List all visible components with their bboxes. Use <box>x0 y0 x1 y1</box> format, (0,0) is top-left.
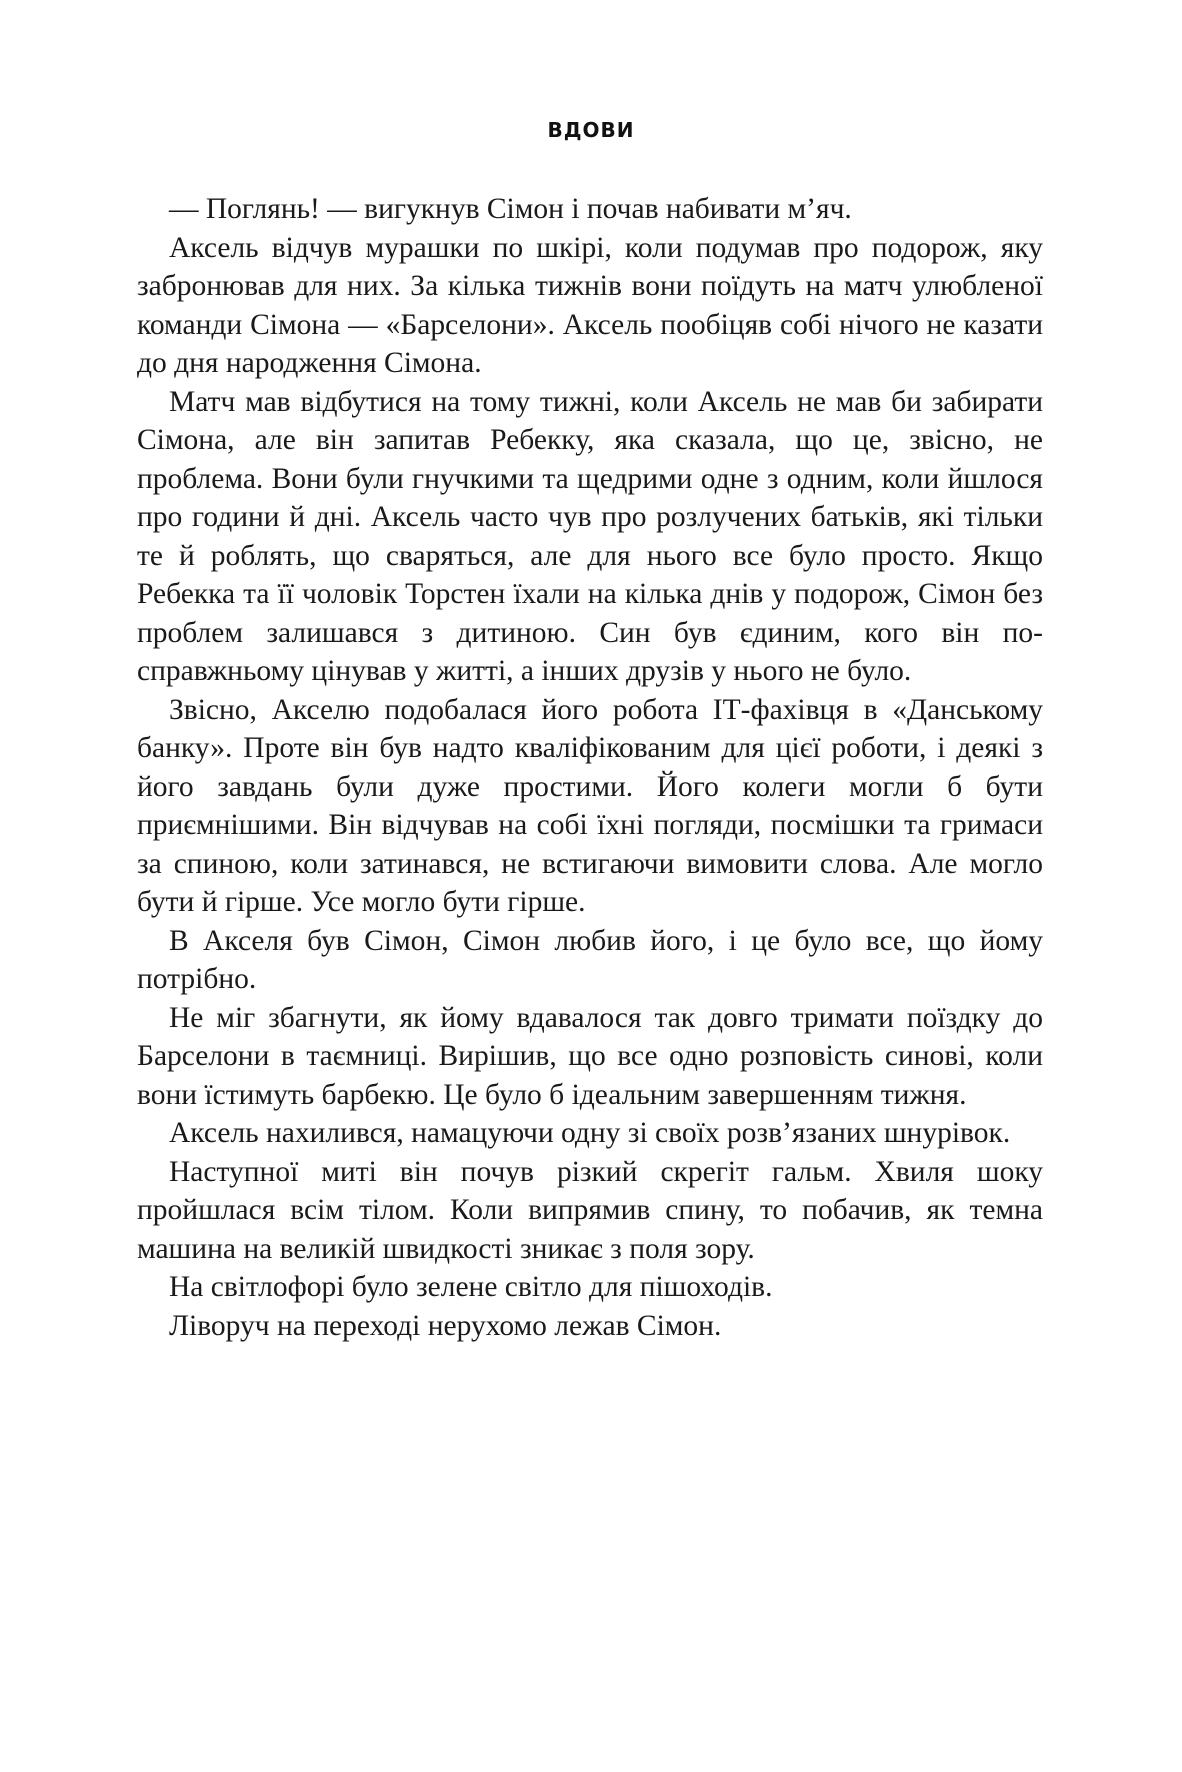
paragraph: Ліворуч на переході нерухомо лежав Сімон. <box>169 1309 722 1342</box>
paragraph: На світлофорі було зелене світло для пішоходів. <box>169 1271 773 1303</box>
paragraph: — Поглянь! — вигукнув Сімон і почав набивати м’яч. <box>169 193 852 225</box>
paragraph: Аксель нахилився, намацуючи одну зі своїх розв’язаних шнурівок. <box>169 1117 1011 1149</box>
paragraph: Матч мав відбутися на тому тижні, коли Аксель не мав би забирати Сімона, але він запитав Ребекку, яка сказала, що це, звісно, не проблема. Вони були гнучкими та щедрими одне з одним, коли йшлося про години й дні. Аксель часто чув про розлучених батьків, які тільки те й роблять, що сваряться, але для нього все було просто. Якщо Ребекка та її чоловік Торстен їхали на кілька днів у подорож, Сімон без проблем залишався з дитиною. Син був єдиним, кого він по-справжньому цінував у житті, а інших друзів у нього не було. <box>137 385 1043 687</box>
paragraph: Аксель відчув мурашки по шкірі, коли подумав про подорож, яку забронював для них. За кілька тижнів вони поїдуть на матч улюбленої команди Сімона — «Барселони». Аксель пообіцяв собі нічого не казати до дня народження Сімона. <box>137 231 1043 379</box>
running-head-title: ВДОВИ <box>547 118 635 142</box>
paragraph: Не міг збагнути, як йому вдавалося так довго тримати поїздку до Барселони в таємниці. Вирішив, що все одно розповість синові, коли вони їстимуть барбекю. Це було б ідеальним завершенням тижня. <box>137 1001 1043 1111</box>
body-text <box>137 190 1043 1345</box>
paragraph: В Акселя був Сімон, Сімон любив його, і це було все, що йому потрібно. <box>137 924 1043 995</box>
paragraph: Звісно, Акселю подобалася його робота ІТ-фахівця в «Данському банку». Проте він був надто кваліфікованим для цієї роботи, і деякі з його завдань були дуже простими. Його колеги могли б бути приємнішими. Він відчував на собі їхні погляди, посмішки та гримаси за спиною, коли затинався, не встигаючи вимовити слова. Але могло бути й гірше. Усе могло бути гірше. <box>137 693 1043 918</box>
paragraph: Наступної миті він почув різкий скрегіт гальм. Хвиля шоку пройшлася всім тілом. Коли випрямив спину, то побачив, як темна машина на великій швидкості зникає з поля зору. <box>137 1155 1043 1265</box>
